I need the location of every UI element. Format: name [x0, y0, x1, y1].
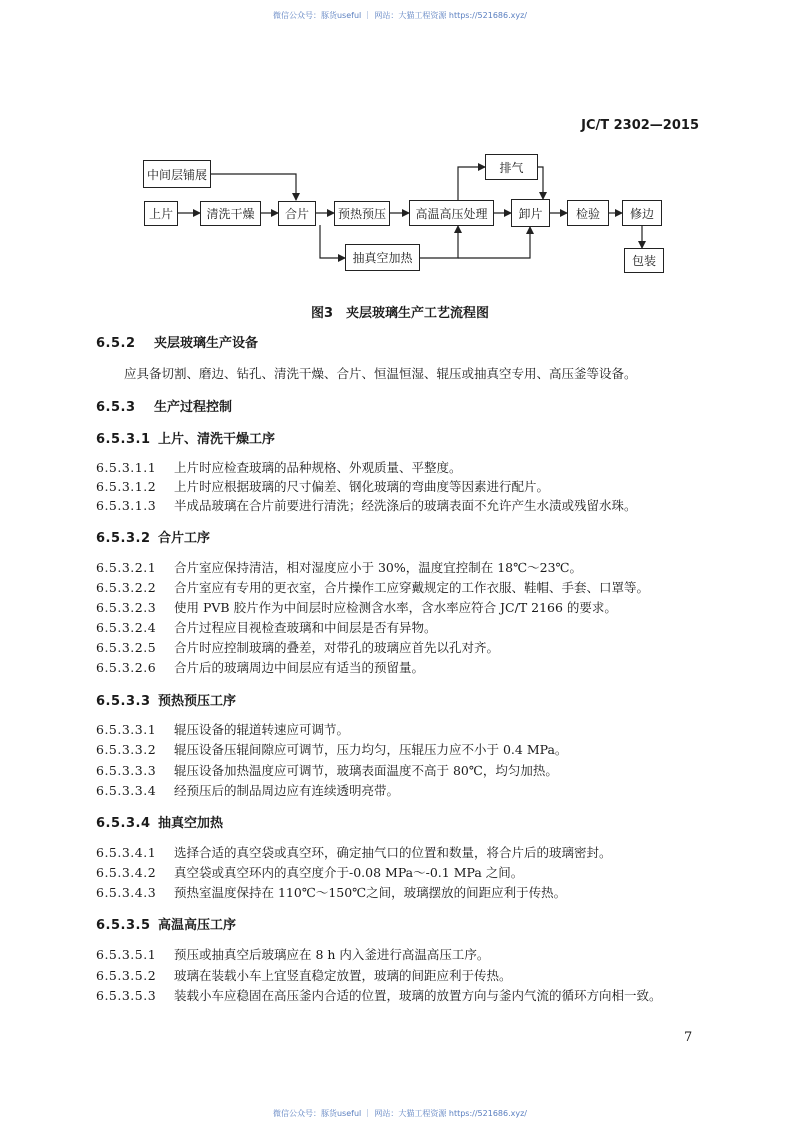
- clause-text: 辊压设备加热温度应可调节，玻璃表面温度不高于 80℃，均匀加热。: [174, 763, 558, 778]
- section-number: 6.5.3: [96, 400, 136, 415]
- clause-item: [96, 558, 582, 576]
- arrow-vacuum-to-unload: [458, 227, 530, 258]
- section-heading: [96, 690, 236, 709]
- clause-number: 6.5.3.3.1: [96, 722, 157, 737]
- clause-text: 使用 PVB 胶片作为中间层时应检测含水率，含水率应符合 JC/T 2166 的要求。: [174, 600, 617, 615]
- node-unload: 卸片: [511, 199, 550, 227]
- clause-text: 合片时应控制玻璃的叠差，对带孔的玻璃应首先以孔对齐。: [174, 640, 500, 655]
- clause-number: 6.5.3.3.2: [96, 742, 157, 757]
- clause-item: [96, 638, 499, 656]
- node-clean: 清洗干燥: [200, 201, 261, 226]
- section-number: 6.5.3.4: [96, 816, 151, 831]
- clause-text: 合片室应保持清洁，相对湿度应小于 30%，温度宜控制在 18℃～23℃。: [174, 560, 583, 575]
- clause-text: 选择合适的真空袋或真空环，确定抽气口的位置和数量，将合片后的玻璃密封。: [174, 845, 612, 860]
- node-prepress: 预热预压: [334, 201, 390, 226]
- clause-number: 6.5.3.1.3: [96, 498, 157, 513]
- section-title: 生产过程控制: [154, 400, 233, 415]
- clause-number: 6.5.3.4.1: [96, 845, 157, 860]
- clause-text: 预热室温度保持在 110℃～150℃之间，玻璃摆放的间距应利于传热。: [174, 885, 567, 900]
- clause-item: [96, 986, 662, 1004]
- clause-text: 辊压设备的辊道转速应可调节。: [174, 722, 350, 737]
- clause-number: 6.5.3.5.3: [96, 988, 157, 1003]
- clause-text: 合片过程应目视检查玻璃和中间层是否有异物。: [174, 620, 437, 635]
- watermark-top: 微信公众号：豚货useful ｜ 网站：大猫工程资源 https://521686.xyz/: [272, 11, 528, 20]
- clause-number: 6.5.3.5.2: [96, 968, 157, 983]
- paragraph: 应具备切割、磨边、钻孔、清洗干燥、合片、恒温恒湿、辊压或抽真空专用、高压釜等设备。: [124, 366, 637, 381]
- clause-number: 6.5.3.3.4: [96, 783, 157, 798]
- clause-text: 合片室应有专用的更衣室，合片操作工应穿戴规定的工作衣服、鞋帽、手套、口罩等。: [174, 580, 650, 595]
- clause-text: 辊压设备压辊间隙应可调节，压力均匀，压辊压力应不小于 0.4 MPa。: [174, 742, 568, 757]
- clause-item: [96, 740, 567, 758]
- clause-item: [96, 761, 558, 779]
- node-exhaust: 排气: [485, 154, 538, 180]
- node-vacuum: 抽真空加热: [345, 244, 420, 271]
- clause-text: 玻璃在装载小车上宜竖直稳定放置，玻璃的间距应利于传热。: [174, 968, 512, 983]
- section-number: 6.5.3.5: [96, 918, 151, 933]
- section-number: 6.5.2: [96, 336, 136, 351]
- clause-text: 上片时应检查玻璃的品种规格、外观质量、平整度。: [174, 460, 462, 475]
- section-heading: [96, 527, 210, 546]
- clause-item: [96, 458, 462, 476]
- arrow-exhaust-to-unload: [538, 167, 543, 199]
- clause-item: [96, 578, 649, 596]
- clause-item: [96, 720, 349, 738]
- clause-item: [96, 966, 512, 984]
- section-title: 预热预压工序: [158, 694, 237, 709]
- clause-number: 6.5.3.5.1: [96, 947, 157, 962]
- section-title: 抽真空加热: [158, 816, 224, 831]
- clause-item: [96, 598, 617, 616]
- clause-item: [96, 781, 399, 799]
- node-interlayer: 中间层铺展: [143, 160, 211, 188]
- standard-code: JC/T 2302—2015: [581, 118, 699, 133]
- section-title: 高温高压工序: [158, 918, 237, 933]
- clause-number: 6.5.3.2.5: [96, 640, 157, 655]
- node-combine: 合片: [278, 201, 316, 226]
- clause-text: 合片后的玻璃周边中间层应有适当的预留量。: [174, 660, 425, 675]
- clause-text: 装载小车应稳固在高压釜内合适的位置，玻璃的放置方向与釜内气流的循环方向相一致。: [174, 988, 662, 1003]
- arrow-interlayer-to-combine: [210, 174, 296, 200]
- section-number: 6.5.3.2: [96, 531, 151, 546]
- clause-text: 上片时应根据玻璃的尺寸偏差、钢化玻璃的弯曲度等因素进行配片。: [174, 479, 550, 494]
- clause-item: [96, 945, 489, 963]
- section-number: 6.5.3.1: [96, 432, 151, 447]
- clause-item: [96, 658, 424, 676]
- section-number: 6.5.3.3: [96, 694, 151, 709]
- clause-text: 半成品玻璃在合片前要进行清洗；经洗涤后的玻璃表面不允许产生水渍或残留水珠。: [174, 498, 637, 513]
- clause-number: 6.5.3.1.1: [96, 460, 157, 475]
- section-heading: [96, 332, 258, 351]
- arrow-autoclave-to-exhaust: [458, 167, 485, 200]
- node-trim: 修边: [622, 200, 662, 226]
- section-title: 上片、清洗干燥工序: [158, 432, 276, 447]
- figure-caption: 图3 夹层玻璃生产工艺流程图: [310, 306, 490, 321]
- section-heading: [96, 428, 275, 447]
- arrow-vacuum-to-autoclave: [420, 226, 458, 258]
- clause-number: 6.5.3.1.2: [96, 479, 157, 494]
- clause-item: [96, 618, 437, 636]
- clause-item: [96, 496, 637, 514]
- clause-item: [96, 883, 566, 901]
- clause-number: 6.5.3.2.2: [96, 580, 157, 595]
- clause-text: 预压或抽真空后玻璃应在 8 h 内入釜进行高温高压工序。: [174, 947, 490, 962]
- page-number: 7: [684, 1030, 693, 1045]
- node-inspect: 检验: [567, 200, 609, 226]
- node-pack: 包装: [624, 248, 664, 273]
- watermark-bottom: 微信公众号：豚货useful ｜ 网站：大猫工程资源 https://521686.xyz/: [272, 1109, 528, 1118]
- clause-number: 6.5.3.2.1: [96, 560, 157, 575]
- clause-number: 6.5.3.4.3: [96, 885, 157, 900]
- section-title: 合片工序: [158, 531, 211, 546]
- clause-item: [96, 843, 612, 861]
- section-title: 夹层玻璃生产设备: [154, 336, 259, 351]
- clause-item: [96, 863, 523, 881]
- arrow-combine-to-vacuum: [320, 225, 345, 258]
- clause-number: 6.5.3.2.6: [96, 660, 157, 675]
- section-heading: [96, 914, 236, 933]
- node-load: 上片: [144, 201, 178, 226]
- clause-number: 6.5.3.2.4: [96, 620, 157, 635]
- node-autoclave: 高温高压处理: [409, 200, 494, 226]
- clause-number: 6.5.3.2.3: [96, 600, 157, 615]
- clause-number: 6.5.3.4.2: [96, 865, 157, 880]
- section-heading: [96, 396, 232, 415]
- clause-text: 真空袋或真空环内的真空度介于-0.08 MPa～-0.1 MPa 之间。: [174, 865, 524, 880]
- clause-text: 经预压后的制品周边应有连续透明亮带。: [174, 783, 400, 798]
- section-heading: [96, 812, 223, 831]
- clause-item: [96, 477, 549, 495]
- clause-number: 6.5.3.3.3: [96, 763, 157, 778]
